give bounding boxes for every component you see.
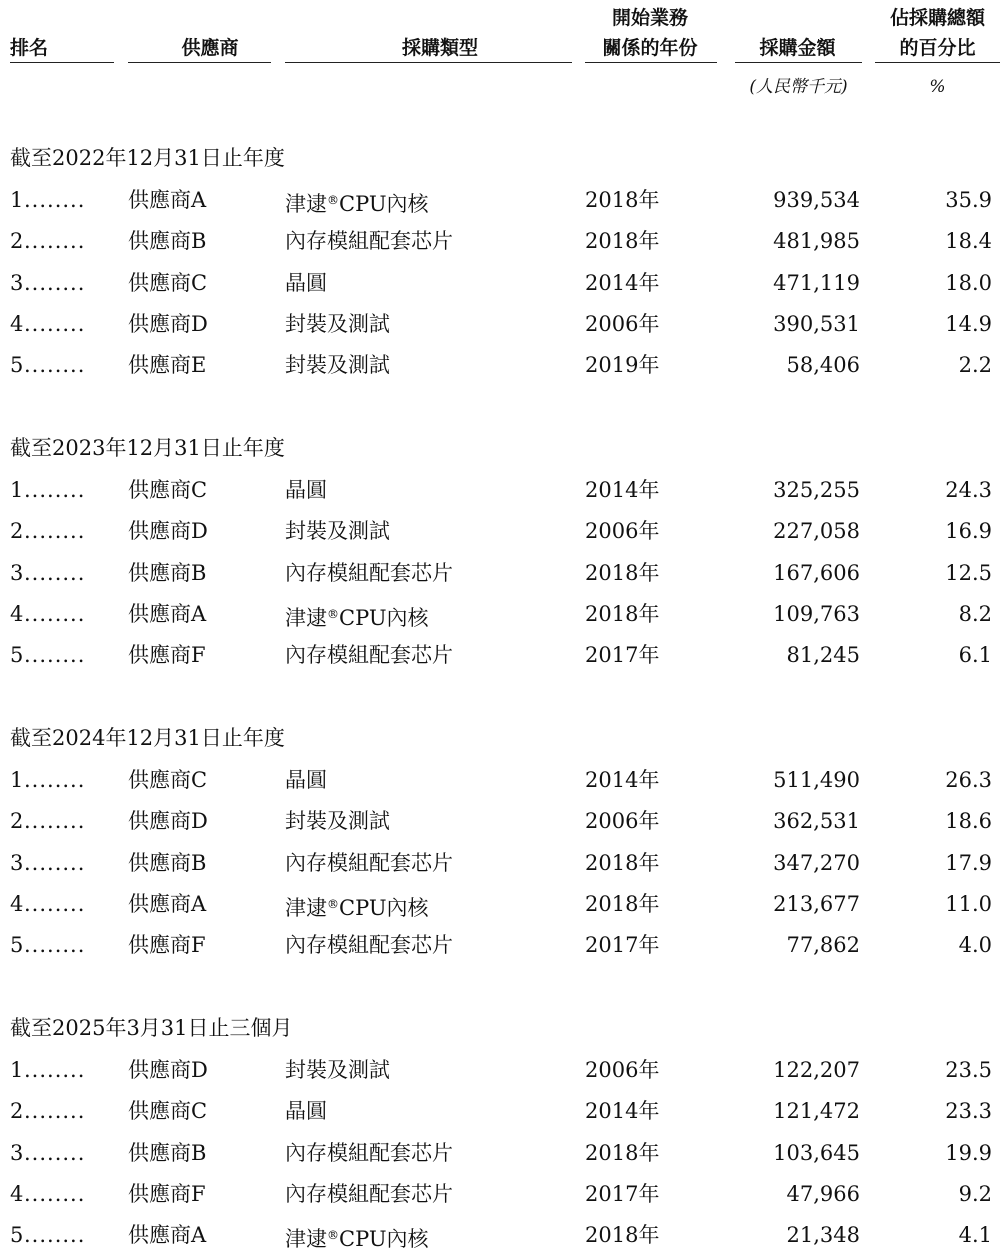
supplier-cell: 供應商A: [128, 601, 207, 626]
dot-leader: ........: [24, 560, 86, 585]
purchase-type-text: 封裝及測試: [285, 809, 390, 834]
section-title: 截至2023年12月31日止年度: [10, 436, 285, 460]
amount-cell: 47,966: [786, 1181, 860, 1206]
purchase-type-cell: [285, 806, 390, 836]
percentage-cell: 9.2: [958, 1181, 992, 1206]
registered-mark: ®: [327, 606, 339, 621]
year-cell: 2018年: [585, 1140, 660, 1165]
dot-leader: ........: [24, 270, 86, 295]
amount-cell: 362,531: [773, 809, 860, 834]
percentage-cell: 18.0: [945, 270, 992, 295]
supplier-cell: 供應商D: [128, 1058, 208, 1082]
dot-leader: ........: [24, 311, 86, 336]
percentage-cell: 35.9: [945, 188, 992, 212]
table-row: [0, 1220, 1000, 1250]
table-row: [0, 599, 1000, 629]
purchase-type-cell: [285, 350, 390, 380]
dot-leader: ........: [24, 229, 86, 254]
table-row: [0, 1138, 1000, 1168]
purchase-type-text: 津逮: [285, 895, 327, 920]
year-cell: 2014年: [585, 478, 660, 502]
percentage-cell: 12.5: [945, 560, 992, 585]
amount-cell: 939,534: [773, 188, 860, 212]
header-purchase-type: 採購類型: [401, 37, 478, 59]
supplier-cell: 供應商A: [128, 1223, 207, 1248]
table-row: [0, 475, 1000, 505]
table-row: [0, 516, 1000, 546]
purchase-type-cell: [285, 930, 453, 960]
rank-cell: 3: [10, 1140, 24, 1165]
header-supplier: 供應商: [181, 37, 239, 59]
percentage-cell: 4.0: [958, 933, 992, 958]
amount-cell: 325,255: [773, 478, 860, 502]
table-row: [0, 558, 1000, 588]
header-pct-line1: 佔採購總額: [889, 7, 985, 29]
purchase-type-text: 晶圓: [285, 478, 327, 502]
table-row: [0, 848, 1000, 878]
rank-cell: 1: [10, 768, 24, 792]
percentage-cell: 16.9: [945, 519, 992, 544]
year-cell: 2017年: [585, 643, 660, 668]
year-cell: 2006年: [585, 311, 660, 336]
dot-leader: ........: [24, 519, 86, 544]
purchase-type-cell: [285, 558, 453, 588]
pct-unit: %: [929, 77, 946, 97]
year-cell: 2006年: [585, 519, 660, 544]
rank-cell: 5: [10, 353, 24, 378]
rank-cell: 1: [10, 1058, 24, 1082]
amount-cell: 122,207: [773, 1058, 860, 1082]
table-row: [0, 1179, 1000, 1209]
percentage-cell: 11.0: [945, 891, 992, 916]
year-cell: 2017年: [585, 933, 660, 958]
table-row: [0, 185, 1000, 215]
purchase-type-text: 內存模組配套芯片: [285, 850, 453, 875]
table-row: [0, 350, 1000, 380]
year-cell: 2017年: [585, 1181, 660, 1206]
percentage-cell: 2.2: [958, 353, 992, 378]
amount-unit: (人民幣千元): [749, 77, 848, 97]
registered-mark: ®: [327, 1228, 339, 1243]
purchase-type-text: 津逮: [285, 192, 327, 216]
purchase-type-text: 內存模組配套芯片: [285, 560, 453, 585]
amount-cell: 167,606: [773, 560, 860, 585]
purchase-type-cell: [285, 640, 453, 670]
year-cell: 2014年: [585, 270, 660, 295]
rank-cell: 2: [10, 1099, 24, 1124]
rank-cell: 5: [10, 933, 24, 958]
purchase-type-text: 封裝及測試: [285, 519, 390, 544]
purchase-type-text-suffix: CPU內核: [339, 895, 429, 920]
amount-cell: 481,985: [773, 229, 860, 254]
amount-cell: 81,245: [786, 643, 860, 668]
purchase-type-text: 晶圓: [285, 1099, 327, 1124]
amount-cell: 213,677: [773, 891, 860, 916]
supplier-cell: 供應商D: [128, 809, 208, 834]
rank-cell: 5: [10, 643, 24, 668]
purchase-type-cell: [285, 226, 453, 256]
dot-leader: ........: [24, 353, 86, 378]
purchase-type-text: 晶圓: [285, 768, 327, 792]
purchase-type-text: 內存模組配套芯片: [285, 643, 453, 668]
rank-cell: 5: [10, 1223, 24, 1248]
percentage-cell: 17.9: [945, 850, 992, 875]
amount-cell: 121,472: [773, 1099, 860, 1124]
table-row: [0, 268, 1000, 298]
supplier-cell: 供應商D: [128, 311, 208, 336]
percentage-cell: 18.4: [945, 229, 992, 254]
dot-leader: ........: [24, 933, 86, 958]
purchase-type-cell: [285, 185, 429, 219]
year-cell: 2018年: [585, 1223, 660, 1248]
table-row: [0, 1055, 1000, 1085]
rank-cell: 1: [10, 188, 24, 212]
dot-leader: ........: [24, 1140, 86, 1165]
percentage-cell: 4.1: [958, 1223, 992, 1248]
dot-leader: ........: [24, 891, 86, 916]
percentage-cell: 14.9: [945, 311, 992, 336]
purchase-type-cell: [285, 516, 390, 546]
header-amount: 採購金額: [759, 37, 836, 59]
table-row: [0, 640, 1000, 670]
supplier-cell: 供應商B: [128, 1140, 207, 1165]
purchase-type-cell: [285, 309, 390, 339]
amount-cell: 21,348: [786, 1223, 860, 1248]
purchase-type-text: 津逮: [285, 605, 327, 630]
dot-leader: ........: [24, 1058, 86, 1082]
supplier-cell: 供應商C: [128, 1099, 208, 1124]
dot-leader: ........: [24, 188, 86, 212]
supplier-cell: 供應商C: [128, 768, 208, 792]
purchase-type-text: 內存模組配套芯片: [285, 1181, 453, 1206]
year-cell: 2018年: [585, 891, 660, 916]
purchase-type-cell: [285, 475, 327, 505]
registered-mark: ®: [327, 896, 339, 911]
supplier-cell: 供應商F: [128, 643, 206, 668]
dot-leader: ........: [24, 768, 86, 792]
percentage-cell: 24.3: [945, 478, 992, 502]
year-cell: 2019年: [585, 353, 660, 378]
purchase-type-cell: [285, 889, 429, 923]
purchase-type-cell: [285, 599, 429, 633]
purchase-type-cell: [285, 1055, 390, 1085]
purchase-type-cell: [285, 1096, 327, 1126]
supplier-cell: 供應商C: [128, 478, 208, 502]
year-cell: 2018年: [585, 601, 660, 626]
supplier-cell: 供應商C: [128, 270, 208, 295]
purchase-type-cell: [285, 1138, 453, 1168]
purchase-type-cell: [285, 1220, 429, 1254]
purchase-type-cell: [285, 268, 327, 298]
year-cell: 2014年: [585, 768, 660, 792]
percentage-cell: 6.1: [958, 643, 992, 668]
rank-cell: 3: [10, 270, 24, 295]
header-year-line2: 關係的年份: [602, 37, 698, 59]
header-rank: 排名: [10, 37, 49, 59]
header-year-line1: 開始業務: [611, 7, 688, 29]
purchase-type-text: 內存模組配套芯片: [285, 1140, 453, 1165]
dot-leader: ........: [24, 1181, 86, 1206]
rank-cell: 2: [10, 229, 24, 254]
registered-mark: ®: [327, 193, 339, 207]
rank-cell: 3: [10, 850, 24, 875]
purchase-type-cell: [285, 848, 453, 878]
supplier-cell: 供應商A: [128, 188, 207, 212]
rank-cell: 3: [10, 560, 24, 585]
purchase-type-text-suffix: CPU內核: [339, 1227, 429, 1252]
amount-cell: 227,058: [773, 519, 860, 544]
header-rule-type: [285, 62, 572, 63]
purchase-type-text-suffix: CPU內核: [339, 605, 429, 630]
purchase-type-text: 內存模組配套芯片: [285, 229, 453, 254]
supplier-cell: 供應商D: [128, 519, 208, 544]
header-rule-rank: [10, 62, 114, 63]
year-cell: 2018年: [585, 850, 660, 875]
section-title: 截至2025年3月31日止三個月: [10, 1016, 293, 1040]
table-row: [0, 889, 1000, 919]
purchase-type-text: 封裝及測試: [285, 311, 390, 336]
purchase-type-text: 津逮: [285, 1227, 327, 1252]
dot-leader: ........: [24, 809, 86, 834]
amount-cell: 347,270: [773, 850, 860, 875]
supplier-cell: 供應商B: [128, 850, 207, 875]
purchase-type-text: 封裝及測試: [285, 1058, 390, 1082]
amount-cell: 471,119: [773, 270, 860, 295]
amount-cell: 103,645: [773, 1140, 860, 1165]
section-title: 截至2022年12月31日止年度: [10, 146, 285, 170]
table-row: [0, 930, 1000, 960]
purchase-type-cell: [285, 1179, 453, 1209]
rank-cell: 4: [10, 891, 24, 916]
table-row: [0, 309, 1000, 339]
purchase-type-text: 封裝及測試: [285, 353, 390, 378]
header-rule-supplier: [128, 62, 271, 63]
dot-leader: ........: [24, 850, 86, 875]
amount-cell: 390,531: [773, 311, 860, 336]
header-rule-amount: [735, 62, 862, 63]
amount-cell: 109,763: [773, 601, 860, 626]
supplier-cell: 供應商B: [128, 229, 207, 254]
year-cell: 2018年: [585, 560, 660, 585]
dot-leader: ........: [24, 643, 86, 668]
supplier-cell: 供應商F: [128, 933, 206, 958]
supplier-cell: 供應商B: [128, 560, 207, 585]
year-cell: 2018年: [585, 188, 660, 212]
supplier-cell: 供應商A: [128, 891, 207, 916]
dot-leader: ........: [24, 1099, 86, 1124]
table-row: [0, 765, 1000, 795]
table-row: [0, 806, 1000, 836]
header-rule-year: [585, 62, 717, 63]
supplier-cell: 供應商E: [128, 353, 207, 378]
dot-leader: ........: [24, 601, 86, 626]
year-cell: 2006年: [585, 1058, 660, 1082]
dot-leader: ........: [24, 478, 86, 502]
purchase-type-text-suffix: CPU內核: [339, 192, 429, 216]
rank-cell: 2: [10, 519, 24, 544]
purchase-type-text: 內存模組配套芯片: [285, 933, 453, 958]
dot-leader: ........: [24, 1223, 86, 1248]
percentage-cell: 23.5: [945, 1058, 992, 1082]
percentage-cell: 23.3: [945, 1099, 992, 1124]
purchase-type-text: 晶圓: [285, 270, 327, 295]
amount-cell: 511,490: [773, 768, 860, 792]
year-cell: 2014年: [585, 1099, 660, 1124]
amount-cell: 58,406: [786, 353, 860, 378]
year-cell: 2018年: [585, 229, 660, 254]
table-row: [0, 226, 1000, 256]
rank-cell: 2: [10, 809, 24, 834]
rank-cell: 1: [10, 478, 24, 502]
percentage-cell: 8.2: [958, 601, 992, 626]
supplier-cell: 供應商F: [128, 1181, 206, 1206]
rank-cell: 4: [10, 601, 24, 626]
section-title: 截至2024年12月31日止年度: [10, 726, 285, 750]
amount-cell: 77,862: [786, 933, 860, 958]
percentage-cell: 18.6: [945, 809, 992, 834]
purchase-type-cell: [285, 765, 327, 795]
percentage-cell: 26.3: [945, 768, 992, 792]
header-pct-line2: 的百分比: [899, 37, 976, 59]
table-row: [0, 1096, 1000, 1126]
rank-cell: 4: [10, 311, 24, 336]
percentage-cell: 19.9: [945, 1140, 992, 1165]
rank-cell: 4: [10, 1181, 24, 1206]
year-cell: 2006年: [585, 809, 660, 834]
header-rule-pct: [875, 62, 1000, 63]
